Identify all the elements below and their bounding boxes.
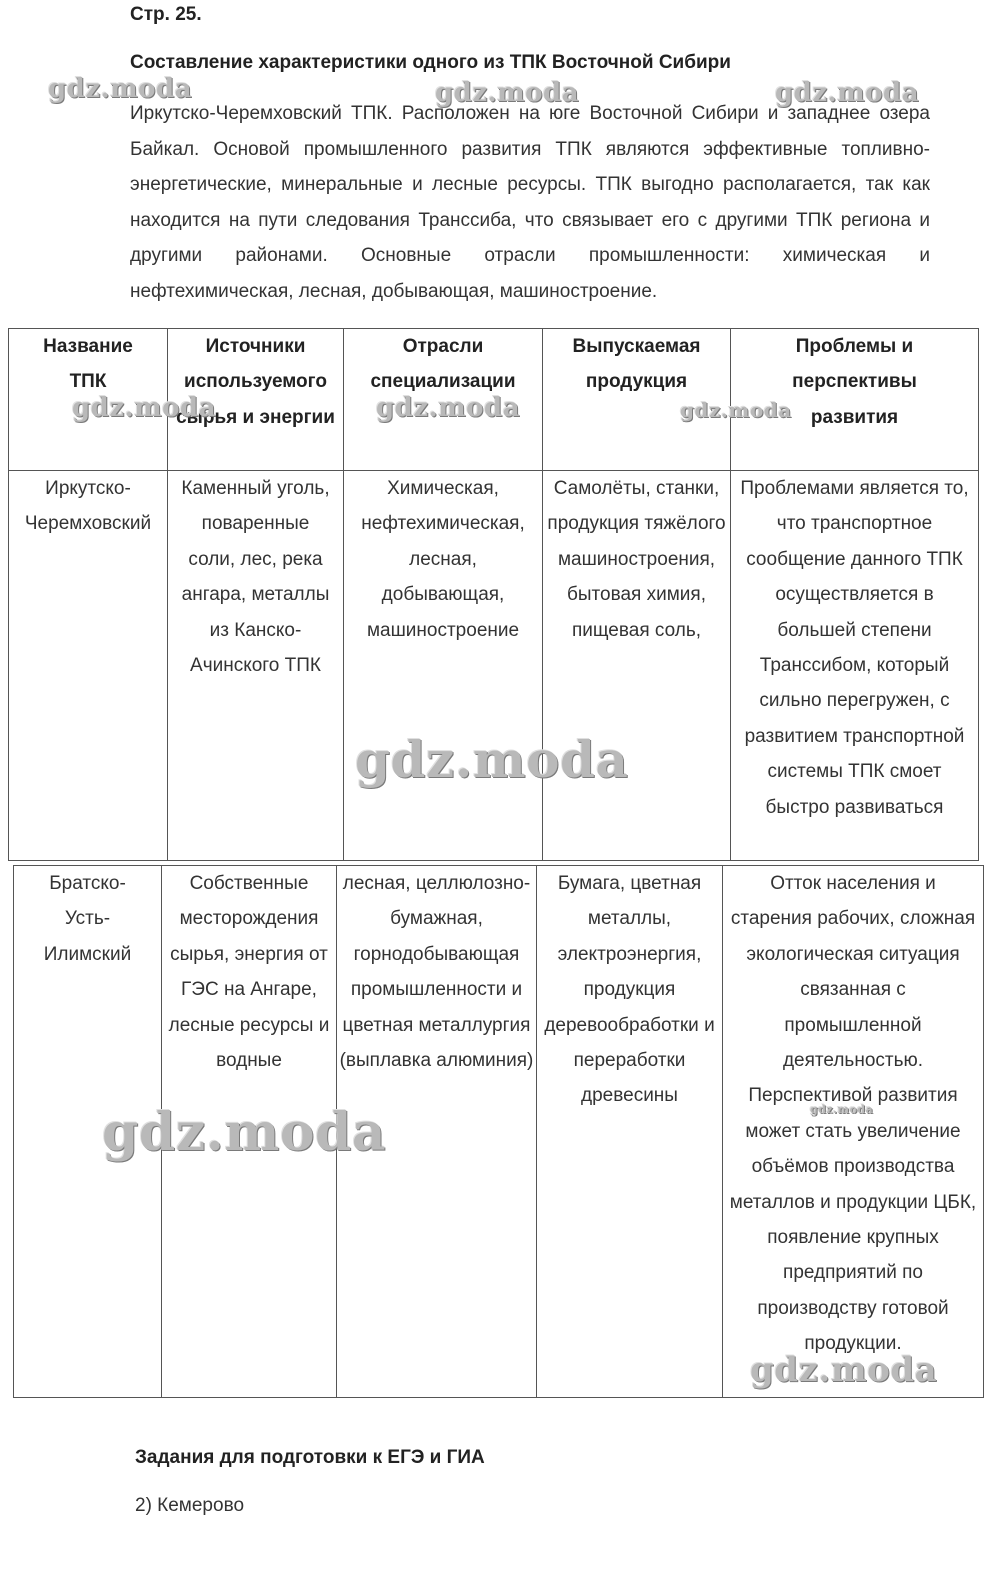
table-row: [14, 866, 984, 1398]
cell-products: Бумага, цветная металлы, электроэнергия, продукция деревообработки и переработки древесины: [537, 866, 723, 1398]
cell-problems: Проблемами является то, что транспортное сообщение данного ТПК осуществляется в большей степени Транссибом, который сильно перегружен, с развитием транспортной системы ТПК смоет быстро развиваться: [731, 471, 979, 861]
watermark-logo: gdz.moda: [810, 1103, 874, 1116]
cell-industries: Химическая, нефтехимическая, лесная, добывающая, машиностроение: [344, 471, 543, 861]
tasks-heading: Задания для подготовки к ЕГЭ и ГИА: [135, 1447, 485, 1468]
watermark-logo: gdz.moda: [355, 730, 629, 789]
watermark-logo: gdz.moda: [376, 393, 521, 423]
cell-sources: Собственные месторождения сырья, энергия от ГЭС на Ангаре, лесные ресурсы и водные: [162, 866, 337, 1398]
tpk-table-continued: [13, 865, 984, 1398]
watermark-logo: gdz.moda: [750, 1350, 938, 1390]
tpk-table: [8, 328, 979, 861]
section-heading: Составление характеристики одного из ТПК Восточной Сибири: [130, 52, 731, 73]
watermark-logo: gdz.moda: [48, 74, 193, 104]
watermark-logo: gdz.moda: [102, 1102, 387, 1163]
watermark-logo: gdz.moda: [435, 78, 580, 108]
watermark-logo: gdz.moda: [680, 398, 792, 422]
cell-name: Братско-Усть-Илимский: [14, 866, 162, 1398]
cell-industries: лесная, целлюлозно-бумажная, горнодобывающая промышленности и цветная металлургия (выплавка алюминия): [337, 866, 537, 1398]
cell-products: Самолёты, станки, продукция тяжёлого машиностроения, бытовая химия, пищевая соль,: [543, 471, 731, 861]
table-header-row: [9, 329, 979, 471]
header-name: Название ТПК: [9, 329, 168, 471]
header-products: Выпускаемая продукция: [543, 329, 731, 471]
cell-sources: Каменный уголь, поваренные соли, лес, река ангара, металлы из Канско-Ачинского ТПК: [168, 471, 344, 861]
header-problems: Проблемы и перспективы развития: [731, 329, 979, 471]
cell-problems: Отток населения и старения рабочих, сложная экологическая ситуация связанная с промышленной деятельностью. Перспективой развития может стать увеличение объёмов производства металлов и продукции ЦБК, появление крупных предприятий по производству готовой продукции.: [723, 866, 984, 1398]
answer-text: 2) Кемерово: [135, 1495, 245, 1516]
page-number: Стр. 25.: [130, 4, 202, 25]
header-industries: Отрасли специализации: [344, 329, 543, 471]
watermark-logo: gdz.moda: [72, 393, 217, 423]
table-row: [9, 471, 979, 861]
intro-paragraph: Иркутско-Черемховский ТПК. Расположен на юге Восточной Сибири и западнее озера Байкал. Основой промышленного развития ТПК являются эффективные топливно-энергетические, минеральные и лесные ресурсы. ТПК выгодно располагается, так как находится на пути следования Транссиба, что связывает его с другими ТПК региона и другими районами. Основные отрасли промышленности: химическая и нефтехимическая, лесная, добывающая, машиностроение.: [130, 103, 930, 302]
watermark-logo: gdz.moda: [775, 78, 920, 108]
cell-name: Иркутско-Черемховский: [9, 471, 168, 861]
header-sources: Источники используемого сырья и энергии: [168, 329, 344, 471]
